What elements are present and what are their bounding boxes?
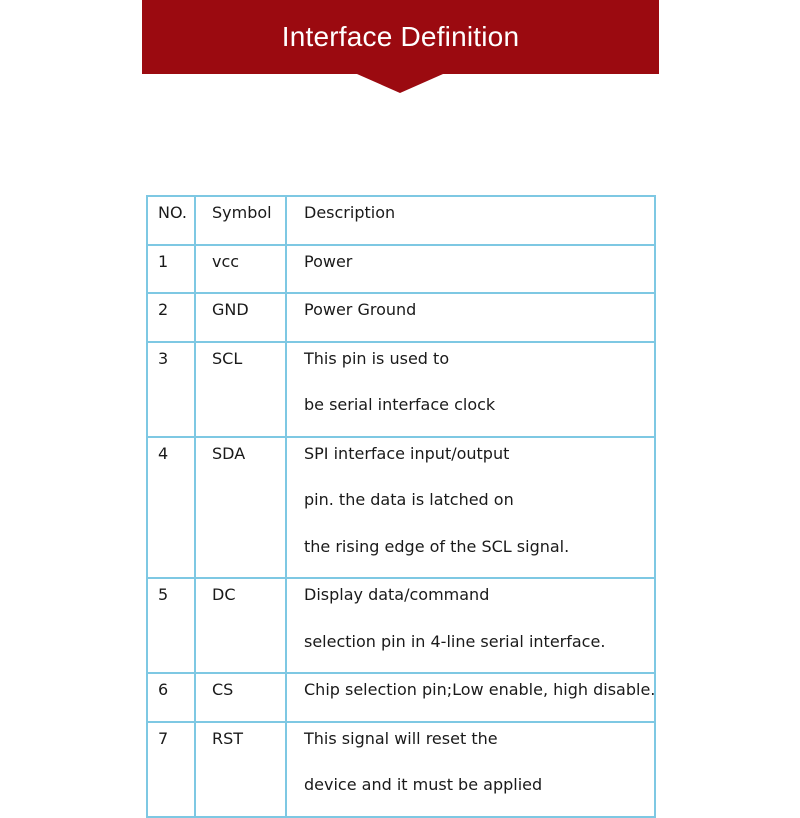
header-symbol <box>195 196 286 245</box>
table-row <box>147 578 655 673</box>
cell-symbol <box>195 722 286 817</box>
pin-number: 1 <box>158 251 169 271</box>
header-description-label: Description <box>304 203 396 222</box>
description-line: This signal will reset the <box>304 728 498 748</box>
description-line: Power Ground <box>304 300 417 319</box>
description-line: device and it must be applied <box>304 775 543 794</box>
pin-symbol: CS <box>212 680 234 699</box>
banner-pointer <box>357 74 443 93</box>
cell-symbol <box>195 342 286 437</box>
pin-number: 4 <box>158 443 169 463</box>
pin-number: 7 <box>158 728 169 748</box>
cell-no <box>147 342 195 437</box>
cell-description <box>286 722 655 817</box>
description-line: pin. the data is latched on <box>304 490 514 509</box>
pin-symbol: SDA <box>212 443 246 463</box>
pin-symbol: DC <box>212 585 236 604</box>
cell-description <box>286 437 655 579</box>
pin-number: 2 <box>158 300 169 319</box>
cell-no <box>147 673 195 722</box>
pin-number: 5 <box>158 585 169 604</box>
table-row <box>147 342 655 437</box>
description-line: SPI interface input/output <box>304 443 510 463</box>
description-line: be serial interface clock <box>304 395 496 414</box>
cell-no <box>147 245 195 294</box>
cell-no <box>147 437 195 579</box>
table-row <box>147 673 655 722</box>
table-row <box>147 293 655 342</box>
description-line: Chip selection pin;Low enable, high disable. <box>304 680 656 699</box>
pin-symbol: GND <box>212 300 249 319</box>
cell-no <box>147 578 195 673</box>
cell-description <box>286 342 655 437</box>
cell-description <box>286 673 655 722</box>
pin-number: 6 <box>158 680 169 699</box>
cell-no <box>147 293 195 342</box>
pin-symbol: vcc <box>212 251 240 271</box>
pin-symbol: SCL <box>212 348 243 368</box>
pin-symbol: RST <box>212 728 244 748</box>
header-symbol-label: Symbol <box>212 203 272 222</box>
header-no <box>147 196 195 245</box>
description-line: selection pin in 4-line serial interface. <box>304 631 606 651</box>
table-row <box>147 722 655 817</box>
description-line: the rising edge of the SCL signal. <box>304 536 570 556</box>
cell-symbol <box>195 293 286 342</box>
table-body <box>147 196 655 817</box>
cell-symbol <box>195 437 286 579</box>
cell-symbol <box>195 578 286 673</box>
page-title: Interface Definition <box>281 21 520 52</box>
cell-description <box>286 293 655 342</box>
cell-symbol <box>195 673 286 722</box>
table-row <box>147 437 655 579</box>
description-line: Power <box>304 251 353 271</box>
cell-no <box>147 722 195 817</box>
header-description <box>286 196 655 245</box>
pin-number: 3 <box>158 348 169 368</box>
table-row <box>147 245 655 294</box>
header-no-label: NO. <box>158 203 187 222</box>
interface-table <box>146 195 656 818</box>
description-line: Display data/command <box>304 585 490 604</box>
table-header-row <box>147 196 655 245</box>
description-line: This pin is used to <box>304 348 450 368</box>
cell-description <box>286 578 655 673</box>
cell-description <box>286 245 655 294</box>
cell-symbol <box>195 245 286 294</box>
title-banner <box>142 0 659 74</box>
